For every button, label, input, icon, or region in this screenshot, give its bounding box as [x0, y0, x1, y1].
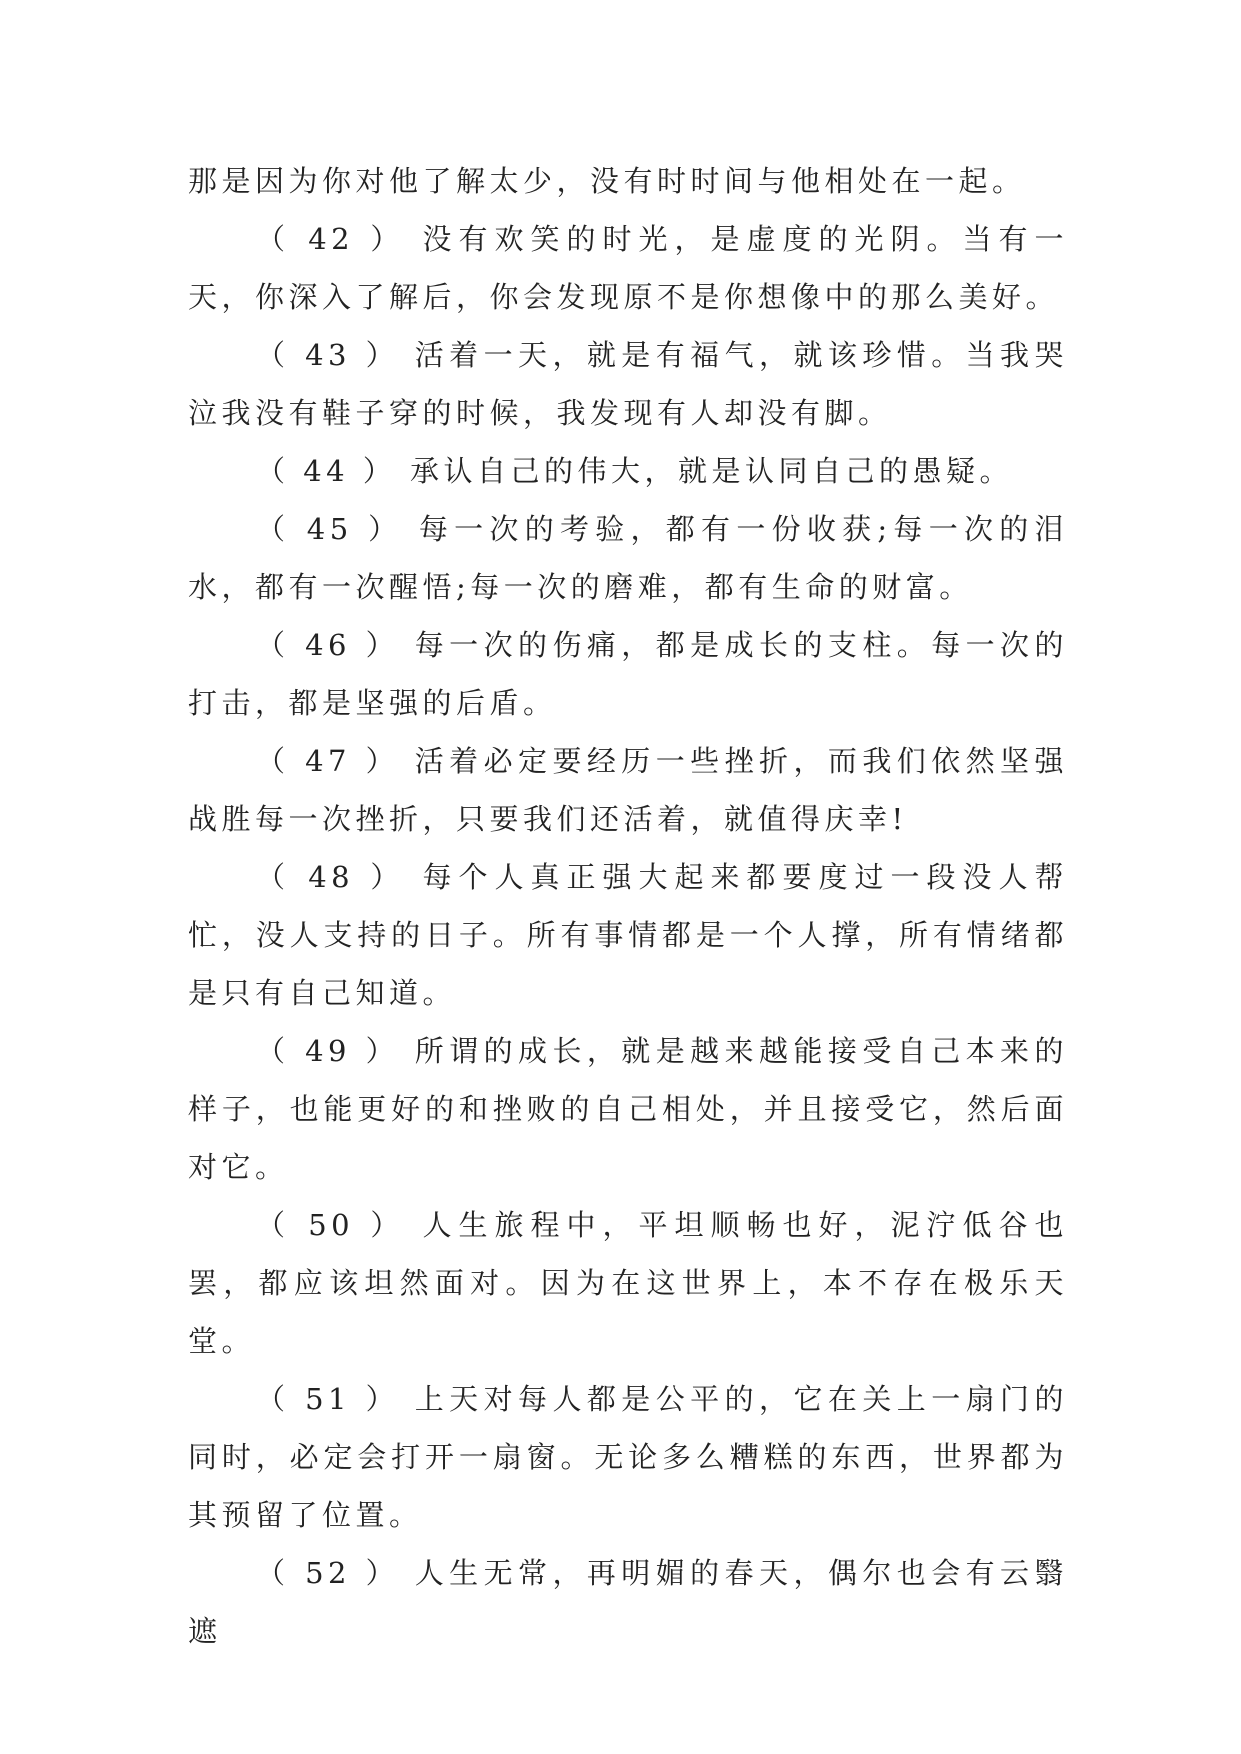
- paragraph-48: （ 48 ） 每个人真正强大起来都要度过一段没人帮忙，没人支持的日子。所有事情都是一个人撑，所有情绪都是只有自己知道。: [188, 860, 1068, 1010]
- paragraph-47: （ 47 ） 活着必定要经历一些挫折，而我们依然坚强战胜每一次挫折，只要我们还活着，就值得庆幸!: [188, 744, 1068, 836]
- paragraph-42: （ 42 ） 没有欢笑的时光，是虚度的光阴。当有一天，你深入了解后，你会发现原不是你想像中的那么美好。: [188, 222, 1068, 314]
- paragraph-49: （ 49 ） 所谓的成长，就是越来越能接受自己本来的样子，也能更好的和挫败的自己相处，并且接受它，然后面对它。: [188, 1034, 1068, 1184]
- paragraph-43: （ 43 ） 活着一天，就是有福气，就该珍惜。当我哭泣我没有鞋子穿的时候，我发现有人却没有脚。: [188, 338, 1068, 430]
- paragraph-50: （ 50 ） 人生旅程中，平坦顺畅也好，泥泞低谷也罢，都应该坦然面对。因为在这世界上，本不存在极乐天堂。: [188, 1208, 1068, 1358]
- paragraph-46: （ 46 ） 每一次的伤痛，都是成长的支柱。每一次的打击，都是坚强的后盾。: [188, 628, 1068, 720]
- paragraph-45: （ 45 ） 每一次的考验，都有一份收获;每一次的泪水，都有一次醒悟;每一次的磨难，都有生命的财富。: [188, 512, 1068, 604]
- paragraph-52: （ 52 ） 人生无常，再明媚的春天，偶尔也会有云翳遮: [188, 1556, 1068, 1648]
- paragraph-44: （ 44 ） 承认自己的伟大，就是认同自己的愚疑。: [256, 454, 1014, 488]
- paragraph-continuation: 那是因为你对他了解太少，没有时时间与他相处在一起。: [188, 164, 1026, 198]
- paragraph-51: （ 51 ） 上天对每人都是公平的，它在关上一扇门的同时，必定会打开一扇窗。无论多么糟糕的东西，世界都为其预留了位置。: [188, 1382, 1068, 1532]
- document-body: [188, 152, 1068, 1660]
